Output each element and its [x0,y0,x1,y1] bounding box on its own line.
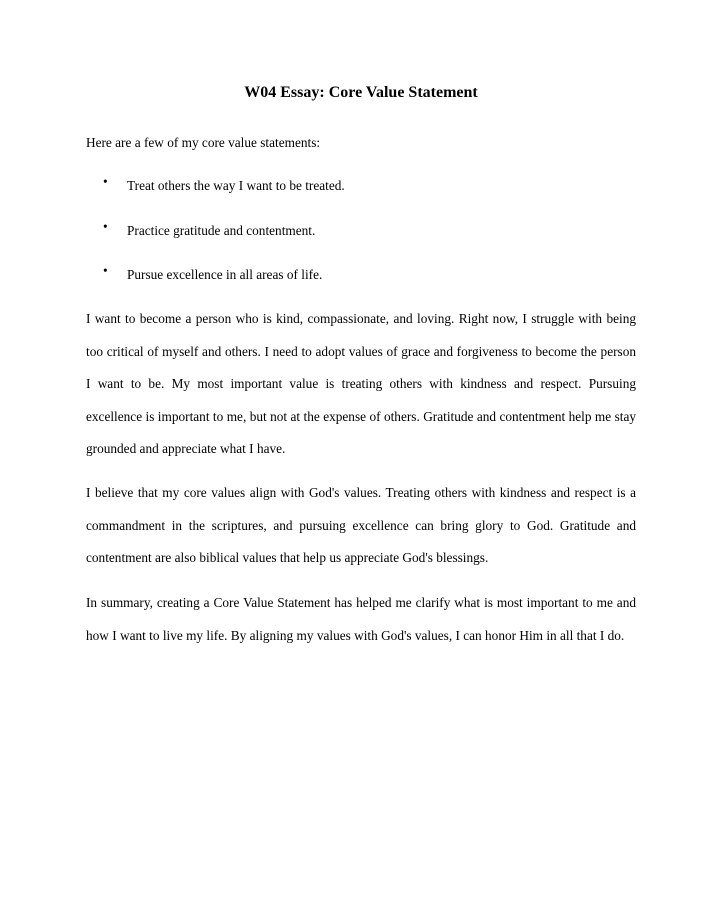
bullet-icon: • [103,263,108,278]
body-paragraph: In summary, creating a Core Value Statement has helped me clarify what is most important to me and how I want to live my life. By aligning my values with God's values, I can honor Him in all that I do. [86,595,636,643]
bullet-icon: • [103,174,108,189]
core-values-list [0,176,714,310]
list-item-text: Practice gratitude and contentment. [127,222,316,238]
list-item-text: Treat others the way I want to be treated. [127,178,345,193]
body-paragraph: I believe that my core values align with God's values. Treating others with kindness and respect is a commandment in the scriptures, and pursuing excellence can bring glory to God. Gratitude and contentment are also biblical values that help us appreciate God's blessings. [86,485,636,565]
list-item [0,218,714,266]
bullet-icon: • [103,218,108,234]
document-title: W04 Essay: Core Value Statement [244,84,478,101]
body-paragraph: I want to become a person who is kind, compassionate, and loving. Right now, I struggle with being too critical of myself and others. I need to adopt values of grace and forgiveness to become the person I want to be. My most important value is treating others with kindness and respect. Pursuing excellence is important to me, but not at the expense of others. Gratitude and contentment help me stay grounded and appreciate what I have. [86,311,636,456]
list-item [0,176,714,221]
intro-text: Here are a few of my core value statements: [86,135,321,150]
list-item-text: Pursue excellence in all areas of life. [127,267,323,282]
